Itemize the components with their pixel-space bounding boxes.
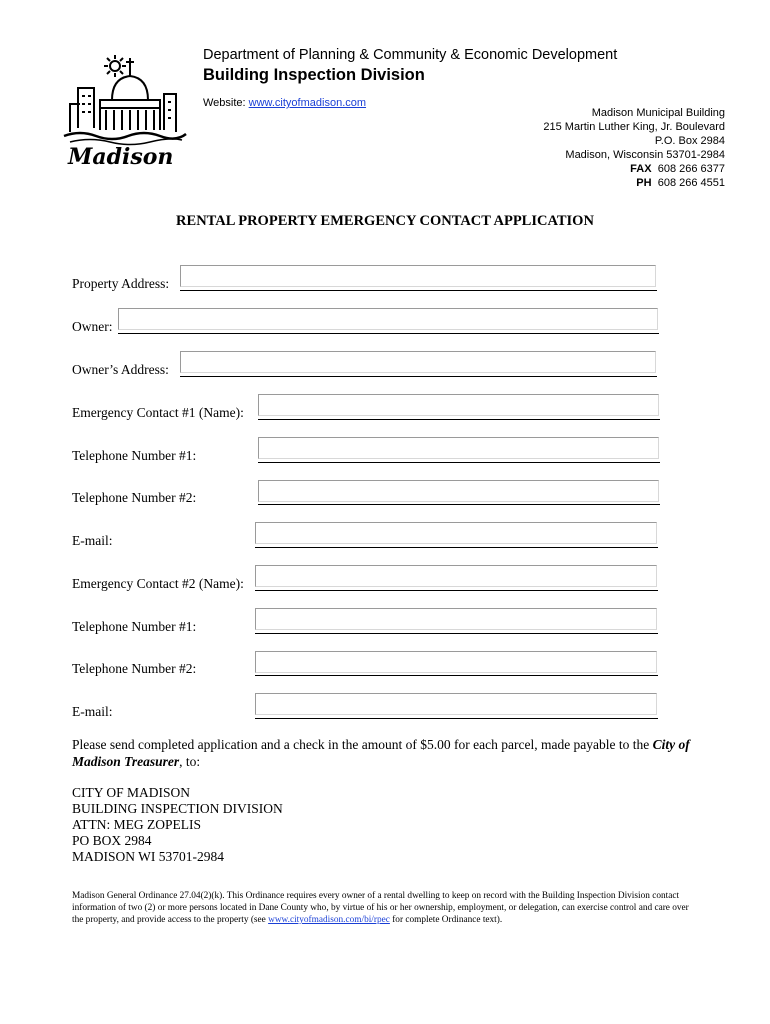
fax-line	[543, 162, 725, 176]
form-title: RENTAL PROPERTY EMERGENCY CONTACT APPLICATION	[176, 213, 594, 229]
contact2-email-label: E-mail:	[72, 704, 113, 719]
contact1-email-underline	[255, 547, 658, 548]
owner-underline	[118, 333, 659, 334]
fax-label: FAX	[630, 163, 652, 175]
owner-address-input[interactable]	[180, 351, 656, 373]
contact1-phone1-underline	[258, 462, 660, 463]
owner-address-label: Owner’s Address:	[72, 362, 169, 377]
contact2-email-underline	[255, 718, 658, 719]
ordinance-footnote	[72, 890, 702, 926]
footnote-text-before: Madison General Ordinance 27.04(2)(k). This Ordinance requires every owner of a rental dwelling to keep on record with the Building Inspection Division contact information of two (2) or more persons located in Dane County who, by virtue of his or her ownership, employment, or delegation, can exercise control and care over the property, and provide access to the property (see	[72, 891, 689, 925]
mailing-line-3: ATTN: MEG ZOPELIS	[72, 817, 201, 832]
division-name: Building Inspection Division	[203, 66, 425, 84]
property-address-input[interactable]	[180, 265, 656, 287]
contact1-phone2-underline	[258, 504, 660, 505]
payment-instructions	[72, 736, 712, 770]
madison-logo	[60, 40, 190, 170]
address-line-3: P.O. Box 2984	[654, 135, 725, 147]
address-line-1: Madison Municipal Building	[591, 107, 725, 119]
contact2-phone2-label: Telephone Number #2:	[72, 661, 197, 676]
phone-number: 608 266 4551	[657, 177, 725, 189]
contact1-phone1-input[interactable]	[258, 437, 659, 459]
contact2-email-input[interactable]	[255, 693, 657, 715]
contact1-email-label: E-mail:	[72, 533, 113, 548]
address-line-2: 215 Martin Luther King, Jr. Boulevard	[543, 121, 725, 133]
website-link[interactable]: www.cityofmadison.com	[248, 97, 367, 109]
contact2-phone1-underline	[255, 633, 658, 634]
contact1-email-input[interactable]	[255, 522, 657, 544]
phone-line	[543, 176, 725, 190]
website-line	[203, 97, 366, 109]
contact1-name-underline	[258, 419, 660, 420]
mailing-address	[72, 785, 283, 865]
contact1-phone1-label: Telephone Number #1:	[72, 448, 197, 463]
instructions-text-after: , to:	[179, 754, 201, 769]
fax-number: 608 266 6377	[657, 163, 725, 175]
website-label: Website:	[203, 97, 246, 109]
contact2-phone1-input[interactable]	[255, 608, 657, 630]
footnote-text-after: for complete Ordinance text).	[389, 915, 503, 925]
contact2-name-underline	[255, 590, 658, 591]
office-address	[543, 106, 725, 190]
contact1-name-input[interactable]	[258, 394, 659, 416]
department-name: Department of Planning & Community & Economic Development	[203, 47, 618, 63]
property-address-label: Property Address:	[72, 276, 170, 291]
mailing-line-4: PO BOX 2984	[72, 833, 152, 848]
owner-input[interactable]	[118, 308, 658, 330]
address-line-4: Madison, Wisconsin 53701-2984	[565, 149, 725, 161]
contact1-phone2-label: Telephone Number #2:	[72, 490, 197, 505]
owner-address-underline	[180, 376, 657, 377]
owner-label: Owner:	[72, 319, 113, 334]
contact1-phone2-input[interactable]	[258, 480, 659, 502]
mailing-line-5: MADISON WI 53701-2984	[72, 849, 224, 864]
contact2-name-label: Emergency Contact #2 (Name):	[72, 576, 244, 591]
svg-text:Madison: Madison	[68, 144, 174, 170]
payee-name: City of Madison Treasurer	[72, 737, 690, 769]
contact2-phone2-underline	[255, 675, 658, 676]
instructions-text-before: Please send completed application and a check in the amount of $5.00 for each parcel, made payable to the	[72, 737, 653, 752]
mailing-line-1: CITY OF MADISON	[72, 785, 191, 800]
property-address-underline	[180, 290, 657, 291]
madison-skyline-icon	[60, 40, 190, 170]
contact2-phone1-label: Telephone Number #1:	[72, 619, 197, 634]
ordinance-link[interactable]: www.cityofmadison.com/bi/rpec	[268, 915, 390, 925]
contact2-name-input[interactable]	[255, 565, 657, 587]
contact2-phone2-input[interactable]	[255, 651, 657, 673]
contact1-name-label: Emergency Contact #1 (Name):	[72, 405, 244, 420]
mailing-line-2: BUILDING INSPECTION DIVISION	[72, 801, 283, 816]
phone-label: PH	[636, 177, 652, 189]
